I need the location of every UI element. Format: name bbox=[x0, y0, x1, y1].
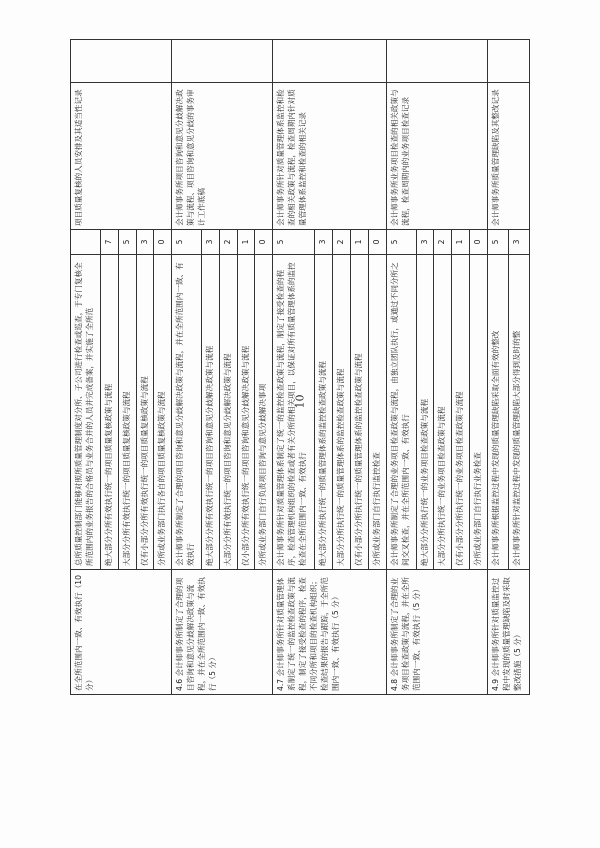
scoring-table-body bbox=[71, 40, 530, 695]
criterion-cell: 4.7 会计师事务所针对质量管理体系制定了统一的监控检查政策与流程，制定了接受检查的程序，检查不同分所和项目的检查机构组织；检查结果的报告与跟踪，于全所范围内一致、有效执行（5 分） bbox=[273, 570, 386, 695]
standard-cell: 会计师事务所制定了合理的业务项目检查政策与流程，由独立团队执行，或通过不同分所之间交叉检查，并在全所范围内一致、有效执行 bbox=[386, 255, 416, 570]
table-row bbox=[172, 40, 202, 695]
score-cell: 1 bbox=[237, 230, 255, 255]
scoring-table bbox=[70, 39, 530, 695]
evidence-cell: 会计师事务所针对质量管理体系监控和检查的相关政策与流程，检查周期内针对质量管理体系监控和检查的相关记录 bbox=[273, 83, 386, 230]
empty-cell bbox=[386, 40, 487, 83]
standard-cell: 大部分分所有效执行统一的项目质量复核政策与流程 bbox=[118, 255, 136, 570]
table-row bbox=[487, 40, 508, 695]
empty-cell bbox=[71, 40, 172, 83]
score-cell: 2 bbox=[434, 230, 452, 255]
standard-cell: 仅小部分分所有效执行统一的项目咨询和意见分歧解决政策与流程 bbox=[237, 255, 255, 570]
score-cell: 5 bbox=[118, 230, 136, 255]
evidence-cell: 会计师事务所项目咨询和意见分歧解决政策与流程、项目咨询和意见分歧的事务审计工作底稿 bbox=[172, 83, 273, 230]
score-cell: 0 bbox=[255, 230, 273, 255]
score-cell: 3 bbox=[136, 230, 154, 255]
criterion-cell: 4.6 会计师事务所制定了合理的项目咨询和意见分歧解决政策与流程，并在全所范围内一致、有效执行（5 分） bbox=[172, 570, 273, 695]
score-cell: 3 bbox=[202, 230, 220, 255]
score-cell: 0 bbox=[368, 230, 386, 255]
table-row bbox=[386, 40, 416, 695]
score-cell: 2 bbox=[219, 230, 237, 255]
criterion-cell: 4.8 会计师事务所制定了合理的业务项目检查政策与流程，并在全所范围内一致、有效执行（5 分） bbox=[386, 570, 487, 695]
score-cell: 5 bbox=[172, 230, 202, 255]
score-cell: 3 bbox=[508, 230, 529, 255]
standard-cell: 绝大部分分所执行统一的业务项目检查政策与流程 bbox=[416, 255, 434, 570]
standard-cell: 会计师事务所制定了合理的项目咨询和意见分歧解决政策与流程，并在全所范围内一致、有效执行 bbox=[172, 255, 202, 570]
evidence-cell: 项目质量复核的人员安排及其适当性记录 bbox=[71, 83, 172, 230]
table-row bbox=[273, 40, 315, 695]
score-cell: 5 bbox=[273, 230, 315, 255]
standard-cell: 大部分分所有效执行统一的项目咨询和意见分歧解决政策与流程 bbox=[219, 255, 237, 570]
standard-cell: 分所或业务部门自行负责项目咨询与意见分歧解决事项 bbox=[255, 255, 273, 570]
standard-cell: 分所或业务部门执行各自的项目质量复核政策与流程 bbox=[154, 255, 172, 570]
evidence-cell: 会计师事务所质量管理缺陷及其整改记录 bbox=[487, 83, 529, 230]
score-cell: 7 bbox=[101, 230, 119, 255]
standard-cell: 会计师事务所针对质量管理体系制定了统一的监控检查政策与流程，制定了接受检查的程序，检查管理机构组织的检查或者有关分所的相关项目，以保证对所有质量管理体系的监控检查在全所范围内一致、有效执行 bbox=[273, 255, 315, 570]
score-cell: 2 bbox=[333, 230, 351, 255]
standard-cell: 绝大部分分所执行统一的质量管理体系的监控检查政策与流程 bbox=[315, 255, 333, 570]
score-cell: 0 bbox=[469, 230, 487, 255]
score-cell: 0 bbox=[154, 230, 172, 255]
evidence-cell: 会计师事务所业务项目检查的相关政策与流程，检查周期内的业务项目检查记录 bbox=[386, 83, 487, 230]
standard-cell: 分所或业务部门自行执行业务检查 bbox=[469, 255, 487, 570]
empty-cell bbox=[487, 40, 529, 83]
standard-cell: 绝大部分分所有效执行统一的项目咨询和意见分歧解决政策与流程 bbox=[202, 255, 220, 570]
score-cell: 5 bbox=[487, 230, 508, 255]
standard-cell: 仅有小部分分所有效执行统一的项目质量复核政策与流程 bbox=[136, 255, 154, 570]
standard-cell: 大部分分所执行统一的业务项目检查政策与流程 bbox=[434, 255, 452, 570]
standard-cell: 会计师事务所针对监控过程中发现的质量管理缺陷大部分得到及时的整 bbox=[508, 255, 529, 570]
empty-cell bbox=[273, 40, 386, 83]
empty-cell bbox=[172, 40, 273, 83]
table-row bbox=[71, 40, 101, 695]
score-cell: 1 bbox=[452, 230, 470, 255]
standard-cell: 大部分分所执行统一的质量管理体系的监控检查政策与流程 bbox=[333, 255, 351, 570]
score-cell bbox=[71, 230, 101, 255]
standard-cell: 总所质量控制部门能够对照所质量管理制度对分所、子公司进行检查或巡查，于专门复核全所范围内的业务报告的合格员与业务合并的人员并完成备案，并实施了全所范 bbox=[71, 255, 101, 570]
score-cell: 3 bbox=[416, 230, 434, 255]
score-cell: 3 bbox=[315, 230, 333, 255]
standard-cell: 仅有小部分分所执行统一的业务项目检查政策与流程 bbox=[452, 255, 470, 570]
standard-cell: 会计师事务所根据监控过程中发现的质量管理缺陷采取全面有效的整改 bbox=[487, 255, 508, 570]
standard-cell: 绝大部分分所有效执行统一的项目质量复核政策与流程 bbox=[101, 255, 119, 570]
criterion-cell: 4.9 会计师事务所针对质量监控过程中发现的质量管理缺陷及时采取整改措施（5 分） bbox=[487, 570, 529, 695]
criterion-cell: 在全所范围内一致、有效执行（10 分） bbox=[71, 570, 172, 695]
standard-cell: 分所或业务部门自行执行监控检查 bbox=[368, 255, 386, 570]
score-cell: 5 bbox=[386, 230, 416, 255]
score-cell: 1 bbox=[351, 230, 369, 255]
page-number: 10 bbox=[293, 394, 307, 409]
standard-cell: 仅有小部分分所执行统一的质量管理体系的监控检查政策与流程 bbox=[351, 255, 369, 570]
